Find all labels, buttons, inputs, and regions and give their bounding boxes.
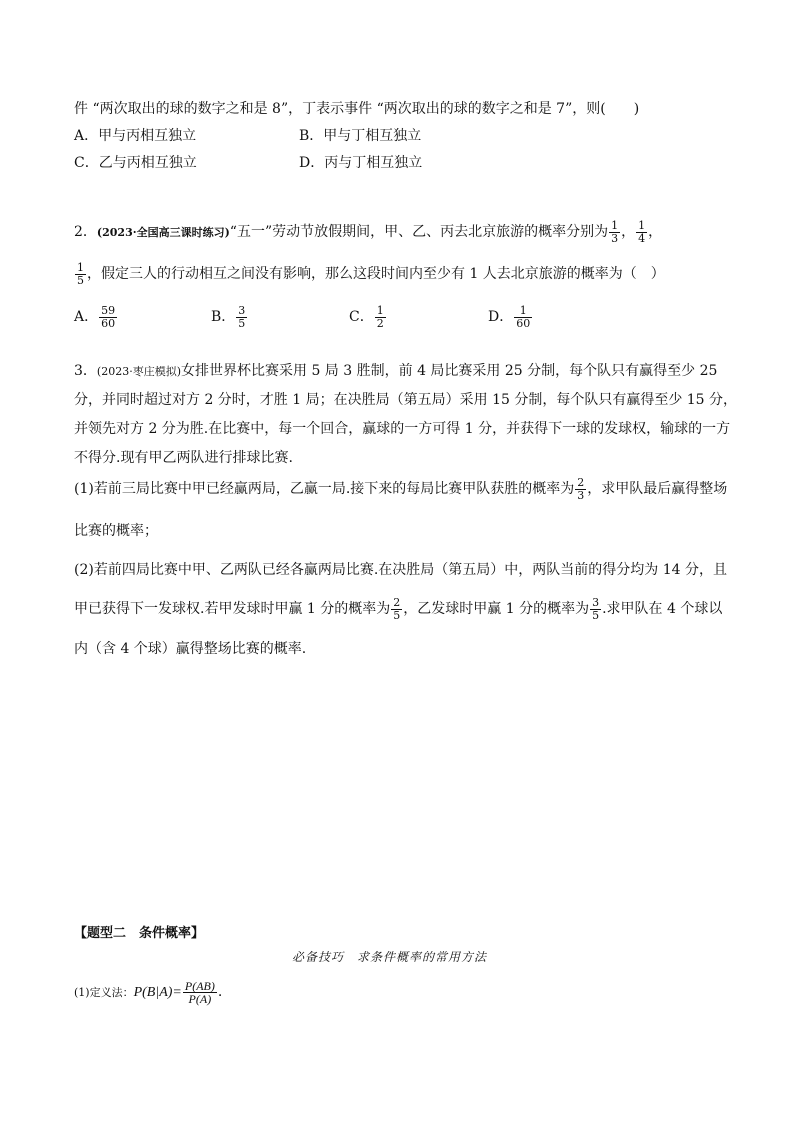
q3-part2-prob-1: $\frac{2}{5}$ xyxy=(393,595,401,622)
q3-line4: 不得分.现有甲乙两队进行排球比赛. xyxy=(74,450,293,466)
q3-part1-line1: (1)若前三局比赛中甲已经赢两局，乙赢一局.接下来的每局比赛甲队获胜的概率为 $\frac{2}{3}$ ，求甲队最后赢得整场 xyxy=(74,475,728,502)
q3-line3: 并领先对方 2 分为胜.在比赛中，每一个回合，赢球的一方可得 1 分，并获得下一球的发球权，输球的一方 xyxy=(74,421,731,437)
q1-option-c: C．乙与丙相互独立 xyxy=(74,155,197,171)
q2-option-b: B． $\frac{3}{5}$ xyxy=(211,303,246,330)
q2-text2: ，假定三人的行动相互之间没有影响，那么这段时间内至少有 1 人去北京旅游的概率为（ ） xyxy=(87,266,665,282)
q2-line1 xyxy=(74,215,662,250)
q2-line2 xyxy=(74,257,665,291)
q2-prob-3: $\frac{1}{5}$ xyxy=(77,260,84,287)
q1-stem-line: 件 “两次取出的球的数字之和是 8”，丁表示事件 “两次取出的球的数字之和是 7”，则( ) xyxy=(74,101,640,117)
q3-part2-prob-2: $\frac{3}{5}$ xyxy=(592,595,600,622)
q1-option-b: B．甲与丁相互独立 xyxy=(299,128,422,144)
q2-prob-1: $\frac{1}{3}$ xyxy=(611,218,619,245)
q3-number: 3． xyxy=(74,363,97,379)
q2-number: 2． xyxy=(74,224,97,240)
q2-option-d: D． $\frac{1}{60}$ xyxy=(488,303,531,330)
q1-option-d: D．丙与丁相互独立 xyxy=(299,155,423,171)
q2-prob-2: $\frac{1}{4}$ xyxy=(638,218,646,245)
q1-option-a: A．甲与丙相互独立 xyxy=(74,128,197,144)
q3-part1-prob: $\frac{2}{3}$ xyxy=(577,475,585,502)
q2-comma-1: ， xyxy=(621,224,636,240)
q3-source: (2023·枣庄模拟) xyxy=(96,365,181,378)
q2-option-c: C． $\frac{1}{2}$ xyxy=(349,303,384,330)
q2-source: (2023·全国高三课时练习) xyxy=(96,226,230,239)
section-subtitle: 必备技巧 求条件概率的常用方法 xyxy=(292,950,488,964)
q2-comma-2: ， xyxy=(648,224,663,240)
q3-part2-line2: 甲已获得下一发球权.若甲发球时甲赢 1 分的概率为 $\frac{2}{5}$ ，乙发球时甲赢 1 分的概率为 $\frac{3}{5}$ .求甲队在 4 个球以 xyxy=(74,595,723,622)
q2-text1: “五一”劳动节放假期间，甲、乙、丙去北京旅游的概率分别为 xyxy=(229,224,609,240)
q3-part2-line3: 内（含 4 个球）赢得整场比赛的概率. xyxy=(74,641,307,657)
section-title: 【题型二 条件概率】 xyxy=(74,926,205,941)
q3-line1: 3．(2023·枣庄模拟)女排世界杯比赛采用 5 局 3 胜制，前 4 局比赛采用 25 分制，每个队只有赢得至少 25 xyxy=(74,363,718,379)
definition-formula: (1)定义法：P(B|A)= $\frac{P(AB)}{P(A)}$ . xyxy=(74,978,223,1006)
q3-part2-line1: (2)若前四局比赛中甲、乙两队已经各赢两局比赛.在决胜局（第五局）中，两队当前的得分均为 14 分，且 xyxy=(74,562,727,578)
q3-line2: 分，并同时超过对方 2 分时，才胜 1 局；在决胜局（第五局）采用 15 分制，每个队只有赢得至少 15 分， xyxy=(74,392,738,408)
q2-option-a: A． $\frac{59}{60}$ xyxy=(74,303,116,330)
q3-part1-line2: 比赛的概率； xyxy=(74,523,158,539)
definition-fraction: $\frac{P(AB)}{P(A)}$ xyxy=(184,978,215,1006)
